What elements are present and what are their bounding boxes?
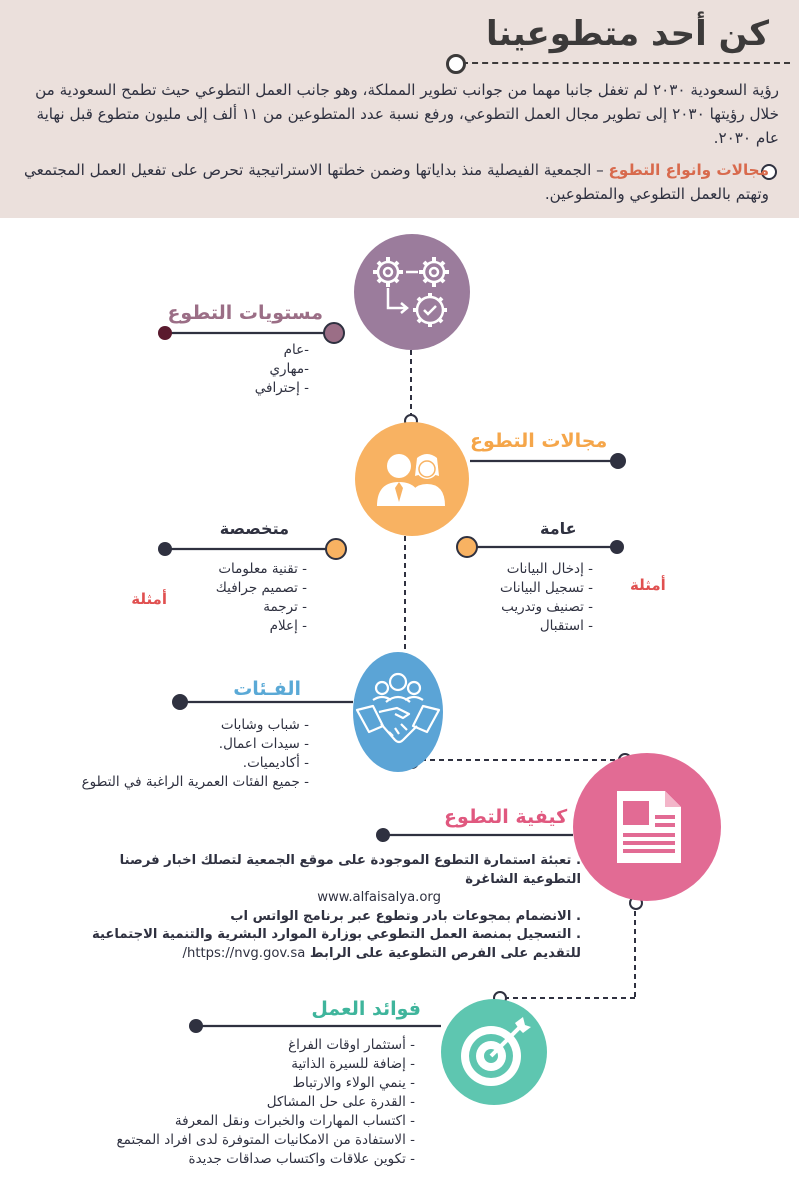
how-heading: كيفية التطوع — [444, 806, 568, 828]
nvg-link[interactable]: https://nvg.gov.sa/ — [182, 945, 306, 961]
general-list — [500, 560, 593, 636]
benefits-list — [116, 1036, 415, 1169]
benefits-circle — [441, 999, 547, 1105]
categories-heading: الفـئات — [233, 678, 301, 700]
list-item: - إعلام — [269, 618, 307, 634]
list-item: - جميع الفئات العمرية الراغبة في التطوع — [81, 774, 309, 790]
fields-circle — [355, 422, 469, 536]
list-item: - تقنية معلومات — [218, 561, 307, 577]
list-item: - شباب وشابات — [220, 717, 309, 733]
how-step-1-url — [61, 889, 581, 908]
alfaisalya-link[interactable]: www.alfaisalya.org — [317, 890, 441, 905]
list-item: - ترجمة — [263, 599, 307, 615]
categories-list — [82, 716, 309, 792]
general-examples-label: أمثلة — [630, 576, 666, 594]
list-item: - تسجيل البيانات — [500, 580, 593, 596]
levels-list — [255, 341, 309, 398]
how-step-2: . الانضمام بمجوعات بادر وتطوع عبر برنامج الواتس اب — [230, 908, 581, 924]
fields-paragraph-title: مجالات وانواع التطوع — [608, 161, 769, 179]
list-item: - تكوين علاقات واكتساب صداقات جديدة — [188, 1151, 415, 1167]
specialized-list — [216, 560, 307, 636]
list-item: - القدرة على حل المشاكل — [266, 1094, 415, 1110]
how-circle — [573, 753, 721, 901]
how-steps — [61, 852, 581, 963]
list-item: - تصنيف وتدريب — [501, 599, 593, 615]
list-item: - استقبال — [539, 618, 593, 634]
document-icon — [573, 753, 721, 901]
list-item: - أكاديميات. — [242, 755, 309, 771]
how-step-1: . تعبئة استمارة التطوع الموجودة على موقع الجمعية لتصلك اخبار فرصنا التطوعية الشاغرة — [119, 853, 581, 887]
list-item: - ينمي الولاء والارتباط — [292, 1075, 415, 1091]
list-item: - إحترافي — [254, 380, 309, 396]
list-item: -عام — [283, 342, 309, 358]
list-item: - الاستفادة من الامكانيات المتوفرة لدى افراد المجتمع — [116, 1132, 415, 1148]
list-item: - أستثمار اوقات الفراغ — [288, 1037, 415, 1053]
target-arrow-icon — [441, 999, 547, 1105]
benefits-heading: فوائد العمل — [311, 998, 421, 1020]
levels-circle — [354, 234, 470, 350]
list-item: - تصميم جرافيك — [215, 580, 307, 596]
list-item: - اكتساب المهارات والخبرات ونقل المعرفة — [174, 1113, 415, 1129]
list-item: - إضافة للسيرة الذاتية — [291, 1056, 415, 1072]
gears-process-icon — [354, 234, 470, 350]
list-item: - إدخال البيانات — [506, 561, 593, 577]
how-step-3: . التسجيل بمنصة العمل التطوعي بوزارة الموارد البشرية والتنمية الاجتماعية للتقديم على الفرص التطوعية على الرابط https://nvg.gov.sa/ — [92, 927, 581, 961]
handshake-icon — [353, 652, 443, 772]
fields-heading: مجالات التطوع — [470, 430, 608, 452]
intro-paragraph: رؤية السعودية ٢٠٣٠ لم تغفل جانبا مهما من جوانب تطوير المملكة، وهو جانب العمل التطوعي حيث تطمح السعودية من خلال رؤيتها ٢٠٣٠ إلى تطوير مجال العمل التطوعي، ورفع نسبة عدد المتطوعين من ١١ ألف إلى مليون متطوع قبل نهاية عام ٢٠٣٠. — [35, 81, 779, 147]
specialized-heading: متخصصة — [219, 519, 289, 538]
list-item: - سيدات اعمال. — [218, 736, 309, 752]
fields-paragraph-text: – الجمعية الفيصلية منذ بداياتها وضمن خطتها الاستراتيجية تحرص على تفعيل العمل المجتمعي وتهتم بالعمل التطوعي والمتطوعين. — [24, 161, 769, 203]
list-item: -مهاري — [269, 361, 309, 377]
page-title: كن أحد متطوعينا — [486, 14, 769, 54]
categories-circle — [353, 652, 443, 772]
levels-heading: مستويات التطوع — [167, 302, 323, 324]
general-heading: عامة — [540, 519, 577, 538]
specialized-examples-label: أمثلة — [131, 590, 167, 608]
people-icon — [355, 422, 469, 536]
